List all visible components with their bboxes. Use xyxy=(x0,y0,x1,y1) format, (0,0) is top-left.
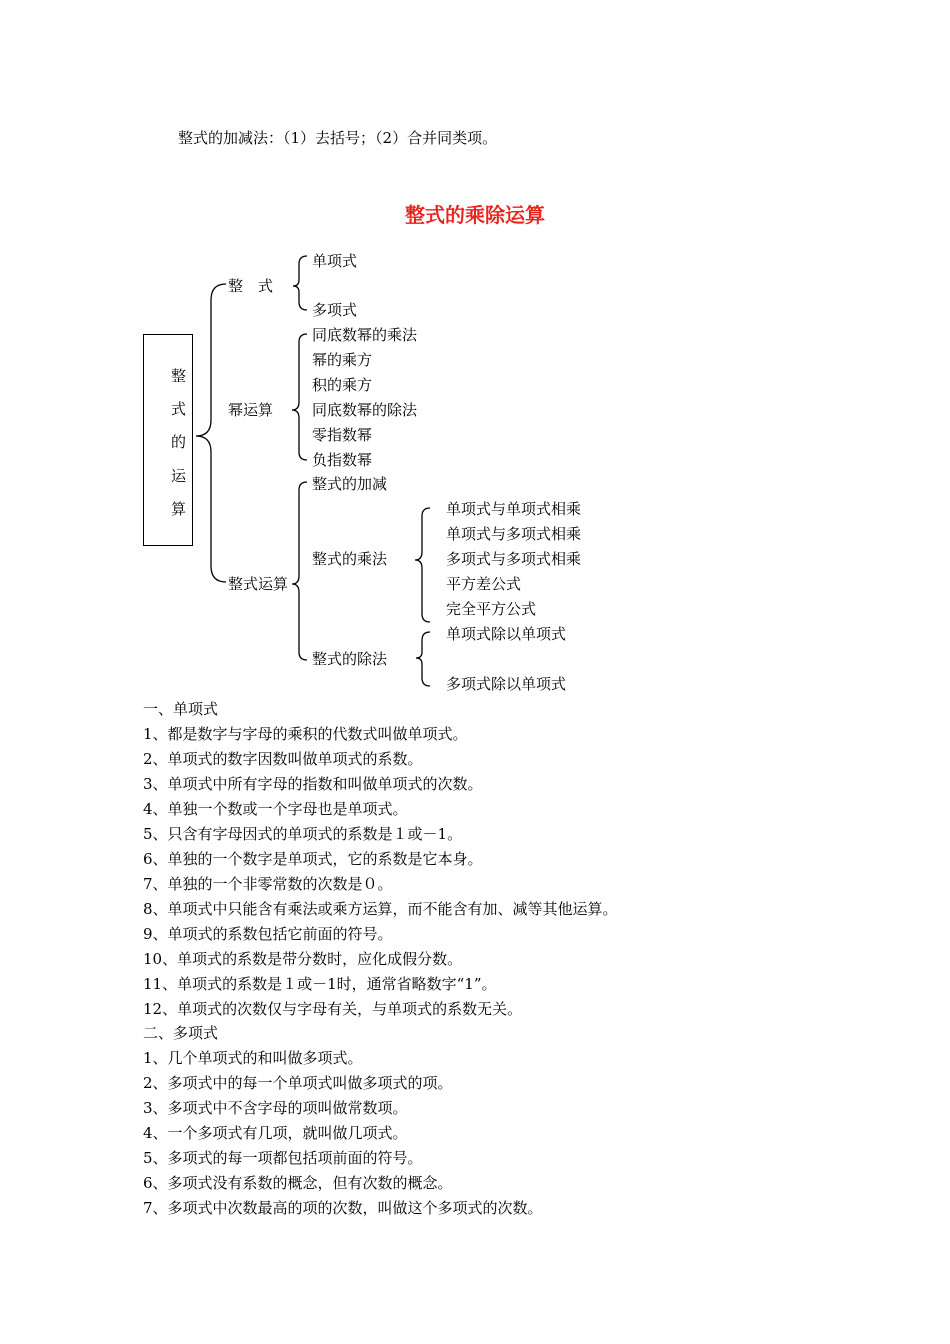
chu-item: 单项式除以单项式 xyxy=(446,625,567,643)
list-item: 11、单项式的系数是１或－1时，通常省略数字“1”。 xyxy=(143,975,497,993)
mi-item: 同底数幂的乘法 xyxy=(312,326,418,344)
list-item: 5、只含有字母因式的单项式的系数是１或－1。 xyxy=(143,825,463,843)
node-jiajian: 整式的加减 xyxy=(312,475,388,493)
cheng-item: 单项式与单项式相乘 xyxy=(446,500,582,518)
chengfa-brace xyxy=(415,508,430,622)
node-zhengshi: 整 式 xyxy=(228,277,274,295)
zhengshi-brace xyxy=(293,256,307,310)
section-heading: 一、单项式 xyxy=(143,700,219,718)
mi-item: 负指数幂 xyxy=(312,451,373,469)
page-title: 整式的乘除运算 xyxy=(405,203,545,227)
mi-item: 幂的乘方 xyxy=(312,351,373,369)
chu-item: 多项式除以单项式 xyxy=(446,675,567,693)
list-item: 7、单独的一个非零常数的次数是０。 xyxy=(143,875,393,893)
list-item: 10、单项式的系数是带分数时，应化成假分数。 xyxy=(143,950,463,968)
list-item: 3、多项式中不含字母的项叫做常数项。 xyxy=(143,1099,408,1117)
miyunsuan-brace xyxy=(292,334,307,460)
list-item: 1、都是数字与字母的乘积的代数式叫做单项式。 xyxy=(143,725,468,743)
root-char: 式 xyxy=(171,400,187,418)
chufa-brace xyxy=(416,632,430,686)
zhengshiyunsuan-brace xyxy=(292,482,307,660)
root-char: 整 xyxy=(171,367,187,385)
root-char: 运 xyxy=(171,467,187,485)
cheng-item: 单项式与多项式相乘 xyxy=(446,525,582,543)
cheng-item: 多项式与多项式相乘 xyxy=(446,550,582,568)
list-item: 6、多项式没有系数的概念，但有次数的概念。 xyxy=(143,1174,453,1192)
node-danxiangshi: 单项式 xyxy=(312,252,358,270)
list-item: 12、单项式的次数仅与字母有关，与单项式的系数无关。 xyxy=(143,1000,523,1018)
list-item: 2、单项式的数字因数叫做单项式的系数。 xyxy=(143,750,423,768)
node-chufa: 整式的除法 xyxy=(312,650,388,668)
root-char: 的 xyxy=(171,433,187,451)
list-item: 7、多项式中次数最高的项的次数，叫做这个多项式的次数。 xyxy=(143,1199,543,1217)
section-heading: 二、多项式 xyxy=(143,1024,219,1042)
list-item: 4、一个多项式有几项，就叫做几项式。 xyxy=(143,1124,408,1142)
list-item: 3、单项式中所有字母的指数和叫做单项式的次数。 xyxy=(143,775,483,793)
list-item: 2、多项式中的每一个单项式叫做多项式的项。 xyxy=(143,1074,453,1092)
list-item: 8、单项式中只能含有乘法或乘方运算，而不能含有加、减等其他运算。 xyxy=(143,900,618,918)
list-item: 6、单独的一个数字是单项式，它的系数是它本身。 xyxy=(143,850,483,868)
node-duoxiangshi: 多项式 xyxy=(312,301,358,319)
list-item: 9、单项式的系数包括它前面的符号。 xyxy=(143,925,393,943)
list-item: 1、几个单项式的和叫做多项式。 xyxy=(143,1049,363,1067)
list-item: 5、多项式的每一项都包括项前面的符号。 xyxy=(143,1149,423,1167)
cheng-item: 平方差公式 xyxy=(446,575,522,593)
mi-item: 积的乘方 xyxy=(312,376,373,394)
mi-item: 同底数幂的除法 xyxy=(312,401,418,419)
root-char: 算 xyxy=(171,500,187,518)
node-miyunsuan: 幂运算 xyxy=(228,401,274,419)
cheng-item: 完全平方公式 xyxy=(446,600,537,618)
node-zhengshiyunsuan: 整式运算 xyxy=(228,575,289,593)
list-item: 4、单独一个数或一个字母也是单项式。 xyxy=(143,800,408,818)
mi-item: 零指数幂 xyxy=(312,426,373,444)
node-chengfa: 整式的乘法 xyxy=(312,550,388,568)
intro-text: 整式的加减法：（1）去括号；（2）合并同类项。 xyxy=(178,129,498,147)
main-brace xyxy=(196,284,226,582)
